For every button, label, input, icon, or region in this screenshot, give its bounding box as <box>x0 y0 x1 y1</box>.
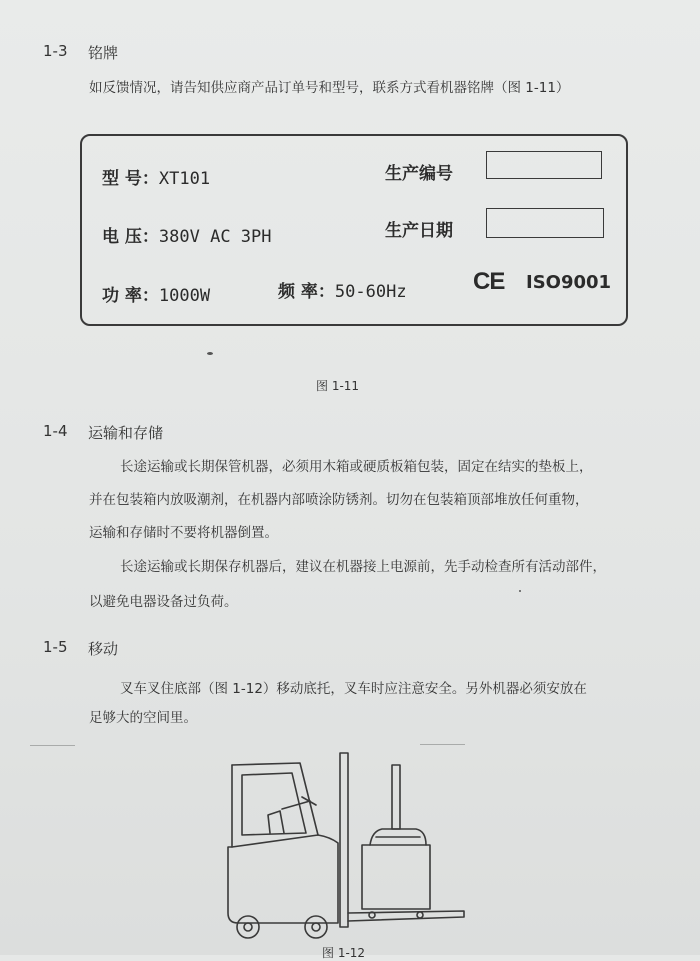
transport-para-1-line-1: 长途运输或长期保管机器，必须用木箱或硬质板箱包装，固定在结实的垫板上， <box>120 459 593 475</box>
section-number-1-5: 1-5 <box>43 638 68 656</box>
section-title-transport-storage: 运输和存储 <box>88 424 164 442</box>
voltage-value: 380V AC 3PH <box>158 227 272 247</box>
forklift-steering <box>282 801 310 809</box>
forklift-cab-window <box>242 773 306 835</box>
model-row <box>102 164 210 189</box>
machine-body <box>362 845 430 909</box>
transport-para-2-line-2: 以避免电器设备过负荷。 <box>89 594 238 610</box>
power-value: 1000W <box>158 286 211 306</box>
forklift-seat <box>268 811 284 833</box>
frequency-label: 频 率： <box>278 282 335 302</box>
frequency-value: 50-60Hz <box>334 282 407 302</box>
separator-left <box>30 745 75 746</box>
ce-mark: CE <box>473 268 505 295</box>
move-para-line-1: 叉车叉住底部（图 1-12）移动底托，叉车时应注意安全。另外机器必须安放在 <box>120 681 587 697</box>
section-title-nameplate: 铭牌 <box>88 44 119 62</box>
section-number-1-4: 1-4 <box>43 422 68 440</box>
transport-para-2-line-1: 长途运输或长期保存机器后，建议在机器接上电源前，先手动检查所有活动部件， <box>120 559 606 575</box>
frequency-row <box>278 277 407 302</box>
transport-para-1-line-3: 运输和存储时不要将机器倒置。 <box>89 525 278 541</box>
voltage-row <box>102 222 272 247</box>
scan-speck <box>207 352 213 355</box>
transport-para-1-line-2: 并在包装箱内放吸潮剂，在机器内部喷涂防锈剂。切勿在包装箱顶部堆放任何重物， <box>89 492 589 508</box>
move-para-line-2: 足够大的空间里。 <box>89 710 197 726</box>
forklift-illustration <box>220 745 480 955</box>
nameplate-intro-text: 如反馈情况，请告知供应商产品订单号和型号，联系方式看机器铭牌（图 1-11） <box>89 80 570 96</box>
forklift-front-wheel <box>305 916 327 938</box>
forklift-rear-wheel <box>237 916 259 938</box>
nameplate <box>80 134 628 326</box>
machine-column <box>392 765 400 829</box>
section-title-moving: 移动 <box>88 640 119 658</box>
iso-certification: ISO9001 <box>526 272 612 293</box>
power-label: 功 率： <box>102 286 159 306</box>
model-value: XT101 <box>158 169 211 189</box>
scan-speck <box>519 590 521 592</box>
section-number-1-3: 1-3 <box>43 42 68 60</box>
production-date-label: 生产日期 <box>385 221 453 241</box>
forklift-mast <box>340 753 348 927</box>
figure-caption-1-12: 图 1-12 <box>322 946 366 960</box>
serial-number-label: 生产编号 <box>385 164 453 184</box>
forklift-body <box>228 835 338 923</box>
production-date-field <box>486 208 604 238</box>
serial-number-field <box>486 151 602 179</box>
model-label: 型 号： <box>102 169 159 189</box>
forklift-forks <box>348 911 464 921</box>
voltage-label: 电 压： <box>102 227 159 247</box>
power-row <box>102 281 210 306</box>
figure-caption-1-11: 图 1-11 <box>316 379 360 393</box>
